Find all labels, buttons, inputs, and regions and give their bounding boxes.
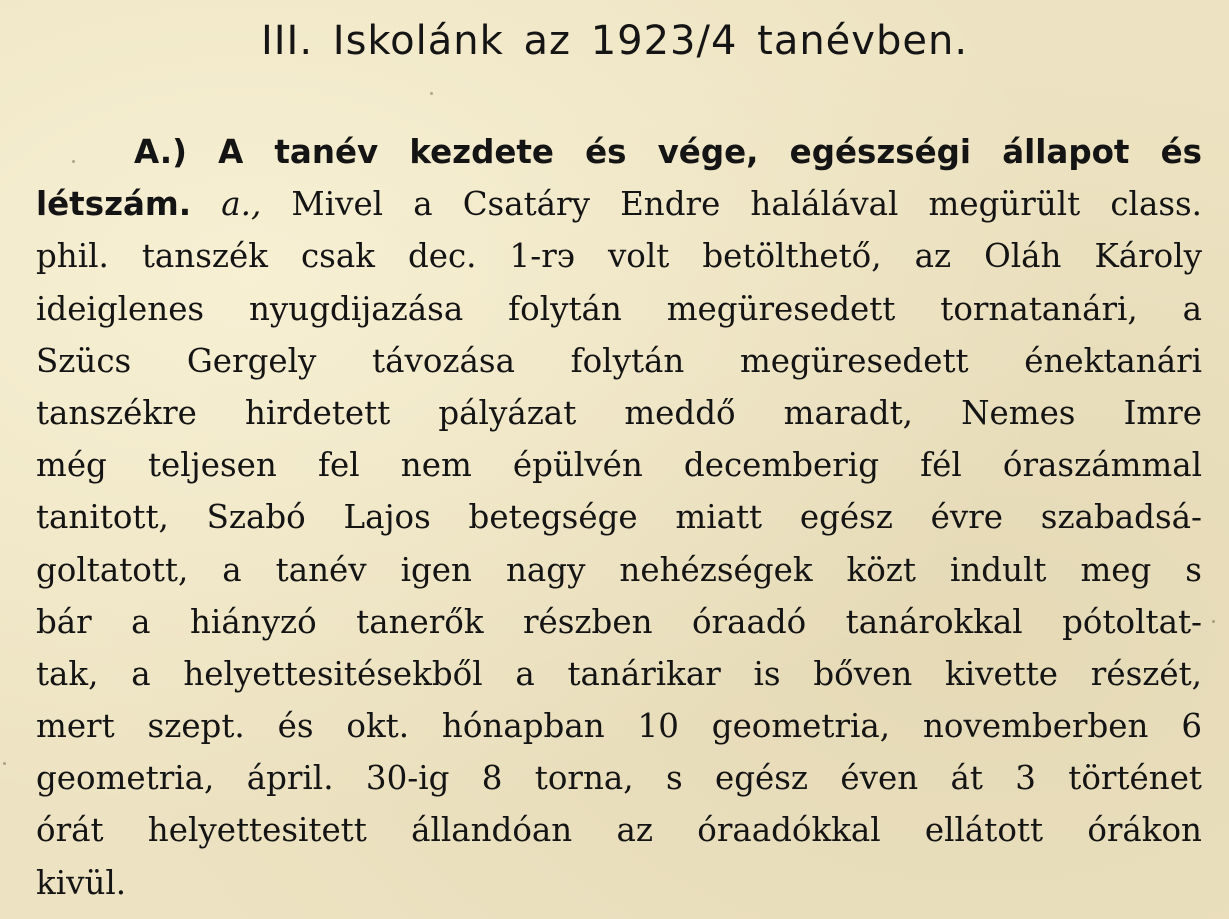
- bold-run: létszám.: [36, 185, 192, 224]
- text-line: phil. tanszék csak dec. 1-r϶ volt betölthető, az Oláh Károly: [36, 237, 1202, 276]
- text-line: Szücs Gergely távozása folytán megüresedett énektanári: [36, 341, 1202, 380]
- body-paragraph: [36, 126, 1202, 909]
- text-line: tanszékre hirdetett pályázat meddő maradt, Nemes Imre: [36, 393, 1202, 432]
- text-line: [36, 178, 1202, 230]
- text-line: geometria, ápril. 30-ig 8 torna, s egész éven át 3 történet: [36, 759, 1202, 798]
- text-line: tak, a helyettesitésekből a tanárikar is bőven kivette részét,: [36, 654, 1202, 693]
- text-line: ideiglenes nyugdijazása folytán megüresedett tornatanári, a: [36, 289, 1202, 328]
- paper-speck: [72, 160, 75, 163]
- text-line: mert szept. és okt. hónapban 10 geometria, novemberben 6: [36, 707, 1202, 746]
- text-line: órát helyettesitett állandóan az óraadókkal ellátott órákon: [36, 811, 1202, 850]
- text-line: tanitott, Szabó Lajos betegsége miatt egész évre szabadsá-: [36, 498, 1202, 537]
- section-heading: III. Iskolánk az 1923/4 tanévben.: [260, 18, 969, 64]
- italic-run: a.,: [191, 185, 262, 224]
- text-run: Mivel a Csatáry Endre halálával megürült class.: [261, 185, 1202, 224]
- text-line: kivül.: [36, 863, 127, 902]
- text-line: bár a hiányzó tanerők részben óraadó tanárokkal pótoltat-: [36, 602, 1202, 641]
- paper-speck: [430, 92, 433, 95]
- text-line: még teljesen fel nem épülvén decemberig fél óraszámmal: [36, 446, 1202, 485]
- paper-speck: [3, 762, 6, 765]
- bold-run: A.) A tanév kezdete és vége, egészségi állapot és: [134, 133, 1202, 171]
- paper-speck: [1212, 620, 1215, 623]
- text-line: [36, 126, 1202, 178]
- text-line: goltatott, a tanév igen nagy nehézségek közt indult meg s: [36, 550, 1202, 589]
